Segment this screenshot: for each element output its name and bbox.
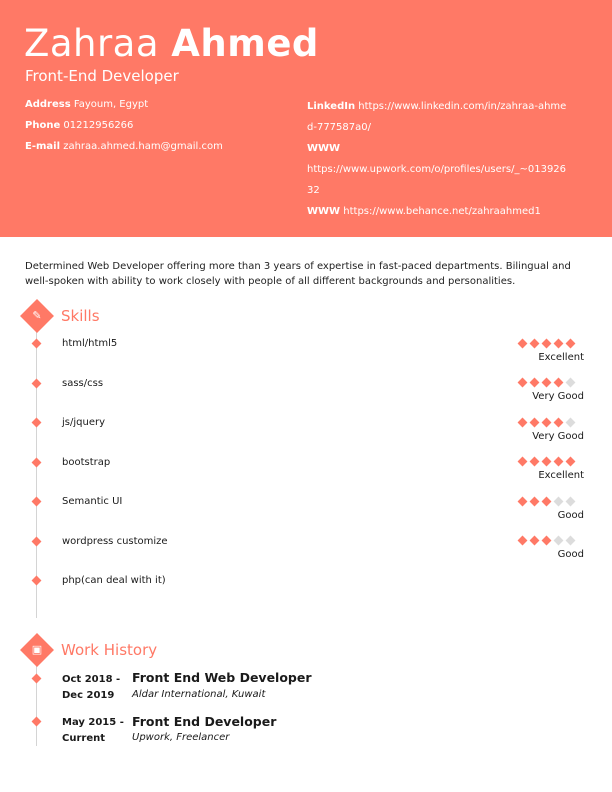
rating-filled-icon	[530, 418, 540, 428]
timeline-bullet	[32, 576, 42, 586]
timeline-bullet	[32, 379, 42, 389]
timeline-bullet	[32, 339, 42, 349]
skill-name: php(can deal with it)	[62, 575, 166, 586]
timeline-bullet	[32, 418, 42, 428]
contact-label: Phone	[25, 120, 61, 131]
upwork-link[interactable]: https://www.upwork.com/o/profiles/users/_~01392632	[307, 164, 567, 196]
skill-name: wordpress customize	[62, 536, 168, 547]
rating-filled-icon	[542, 497, 552, 507]
behance-link[interactable]: https://www.behance.net/zahraahmed1	[343, 206, 541, 217]
contact-value: 01212956266	[63, 120, 134, 131]
rating-filled-icon	[530, 457, 540, 467]
rating-filled-icon	[530, 497, 540, 507]
timeline-bullet	[32, 537, 42, 547]
contact-linkedin	[307, 96, 567, 138]
contact-upwork	[307, 138, 567, 159]
skill-name: Semantic UI	[62, 496, 123, 507]
timeline-bullet	[32, 717, 42, 727]
job-date-start: May 2015 -	[62, 717, 124, 728]
rating-filled-icon	[554, 457, 564, 467]
rating-empty-icon	[554, 497, 564, 507]
contact-label: WWW	[307, 143, 341, 154]
timeline-bullet	[32, 674, 42, 684]
rating-empty-icon	[566, 497, 576, 507]
rating-filled-icon	[518, 418, 528, 428]
skill-name: bootstrap	[62, 457, 111, 468]
rating-filled-icon	[542, 457, 552, 467]
skill-level: Very Good	[532, 431, 584, 442]
skills-icon: ✎	[32, 309, 42, 322]
rating-filled-icon	[530, 536, 540, 546]
skill-name: sass/css	[62, 378, 104, 389]
rating-filled-icon	[530, 378, 540, 388]
rating-filled-icon	[566, 457, 576, 467]
contact-phone	[25, 117, 295, 138]
contact-address	[25, 96, 295, 117]
resume-header	[0, 0, 612, 237]
rating-filled-icon	[542, 339, 552, 349]
skill-level: Excellent	[538, 352, 584, 363]
professional-summary: Determined Web Developer offering more than 3 years of expertise in fast-paced departments. Bilingual and well-spoken with ability to work closely with people of all different backgrounds and personalities.	[25, 261, 571, 287]
contact-label: Address	[25, 99, 71, 110]
job-date-end: Dec 2019	[62, 690, 115, 701]
rating-filled-icon	[530, 339, 540, 349]
briefcase-icon: ▣	[31, 643, 43, 656]
skill-rating	[512, 417, 582, 429]
skill-rating	[512, 456, 582, 468]
job-date-start: Oct 2018 -	[62, 674, 121, 685]
rating-filled-icon	[542, 418, 552, 428]
skill-name: html/html5	[62, 338, 118, 349]
skill-rating	[512, 338, 582, 350]
contact-value: Fayoum, Egypt	[73, 99, 149, 110]
rating-filled-icon	[518, 497, 528, 507]
timeline-bullet	[32, 458, 42, 468]
rating-empty-icon	[566, 536, 576, 546]
contact-left	[25, 96, 295, 159]
skill-rating	[512, 377, 582, 389]
contact-right	[307, 96, 567, 222]
rating-empty-icon	[554, 536, 564, 546]
rating-filled-icon	[554, 339, 564, 349]
rating-filled-icon	[518, 457, 528, 467]
contact-behance	[307, 201, 567, 222]
skills-heading: Skills	[61, 307, 100, 325]
rating-empty-icon	[566, 378, 576, 388]
linkedin-link[interactable]: https://www.linkedin.com/in/zahraa-ahmed-777587a0/	[307, 101, 567, 133]
skill-rating	[512, 496, 582, 508]
rating-filled-icon	[542, 536, 552, 546]
first-name: Zahraa	[24, 22, 160, 65]
work-heading: Work History	[61, 641, 158, 659]
job-dates	[62, 672, 120, 704]
skill-level: Good	[557, 549, 584, 560]
rating-filled-icon	[518, 378, 528, 388]
last-name: Ahmed	[171, 22, 319, 65]
skill-rating	[512, 535, 582, 547]
skill-level: Good	[557, 510, 584, 521]
job-company: Upwork, Freelancer	[132, 732, 230, 743]
contact-label: E-mail	[25, 141, 61, 152]
skill-level: Very Good	[532, 391, 584, 402]
rating-filled-icon	[542, 378, 552, 388]
rating-empty-icon	[566, 418, 576, 428]
job-title-heading: Front-End Developer	[25, 67, 179, 85]
candidate-name	[24, 22, 319, 66]
job-title: Front End Web Developer	[132, 670, 312, 685]
rating-filled-icon	[554, 378, 564, 388]
job-company: Aldar International, Kuwait	[132, 689, 266, 700]
contact-value: zahraa.ahmed.ham@gmail.com	[63, 141, 223, 152]
rating-filled-icon	[554, 418, 564, 428]
job-title: Front End Developer	[132, 714, 277, 729]
rating-filled-icon	[566, 339, 576, 349]
timeline-bullet	[32, 497, 42, 507]
contact-label: WWW	[307, 206, 341, 217]
job-date-end: Current	[62, 733, 106, 744]
skill-name: js/jquery	[62, 417, 106, 428]
job-dates	[62, 715, 124, 747]
skill-level: Excellent	[538, 470, 584, 481]
contact-label: LinkedIn	[307, 101, 356, 112]
rating-filled-icon	[518, 339, 528, 349]
contact-email	[25, 138, 295, 159]
rating-filled-icon	[518, 536, 528, 546]
